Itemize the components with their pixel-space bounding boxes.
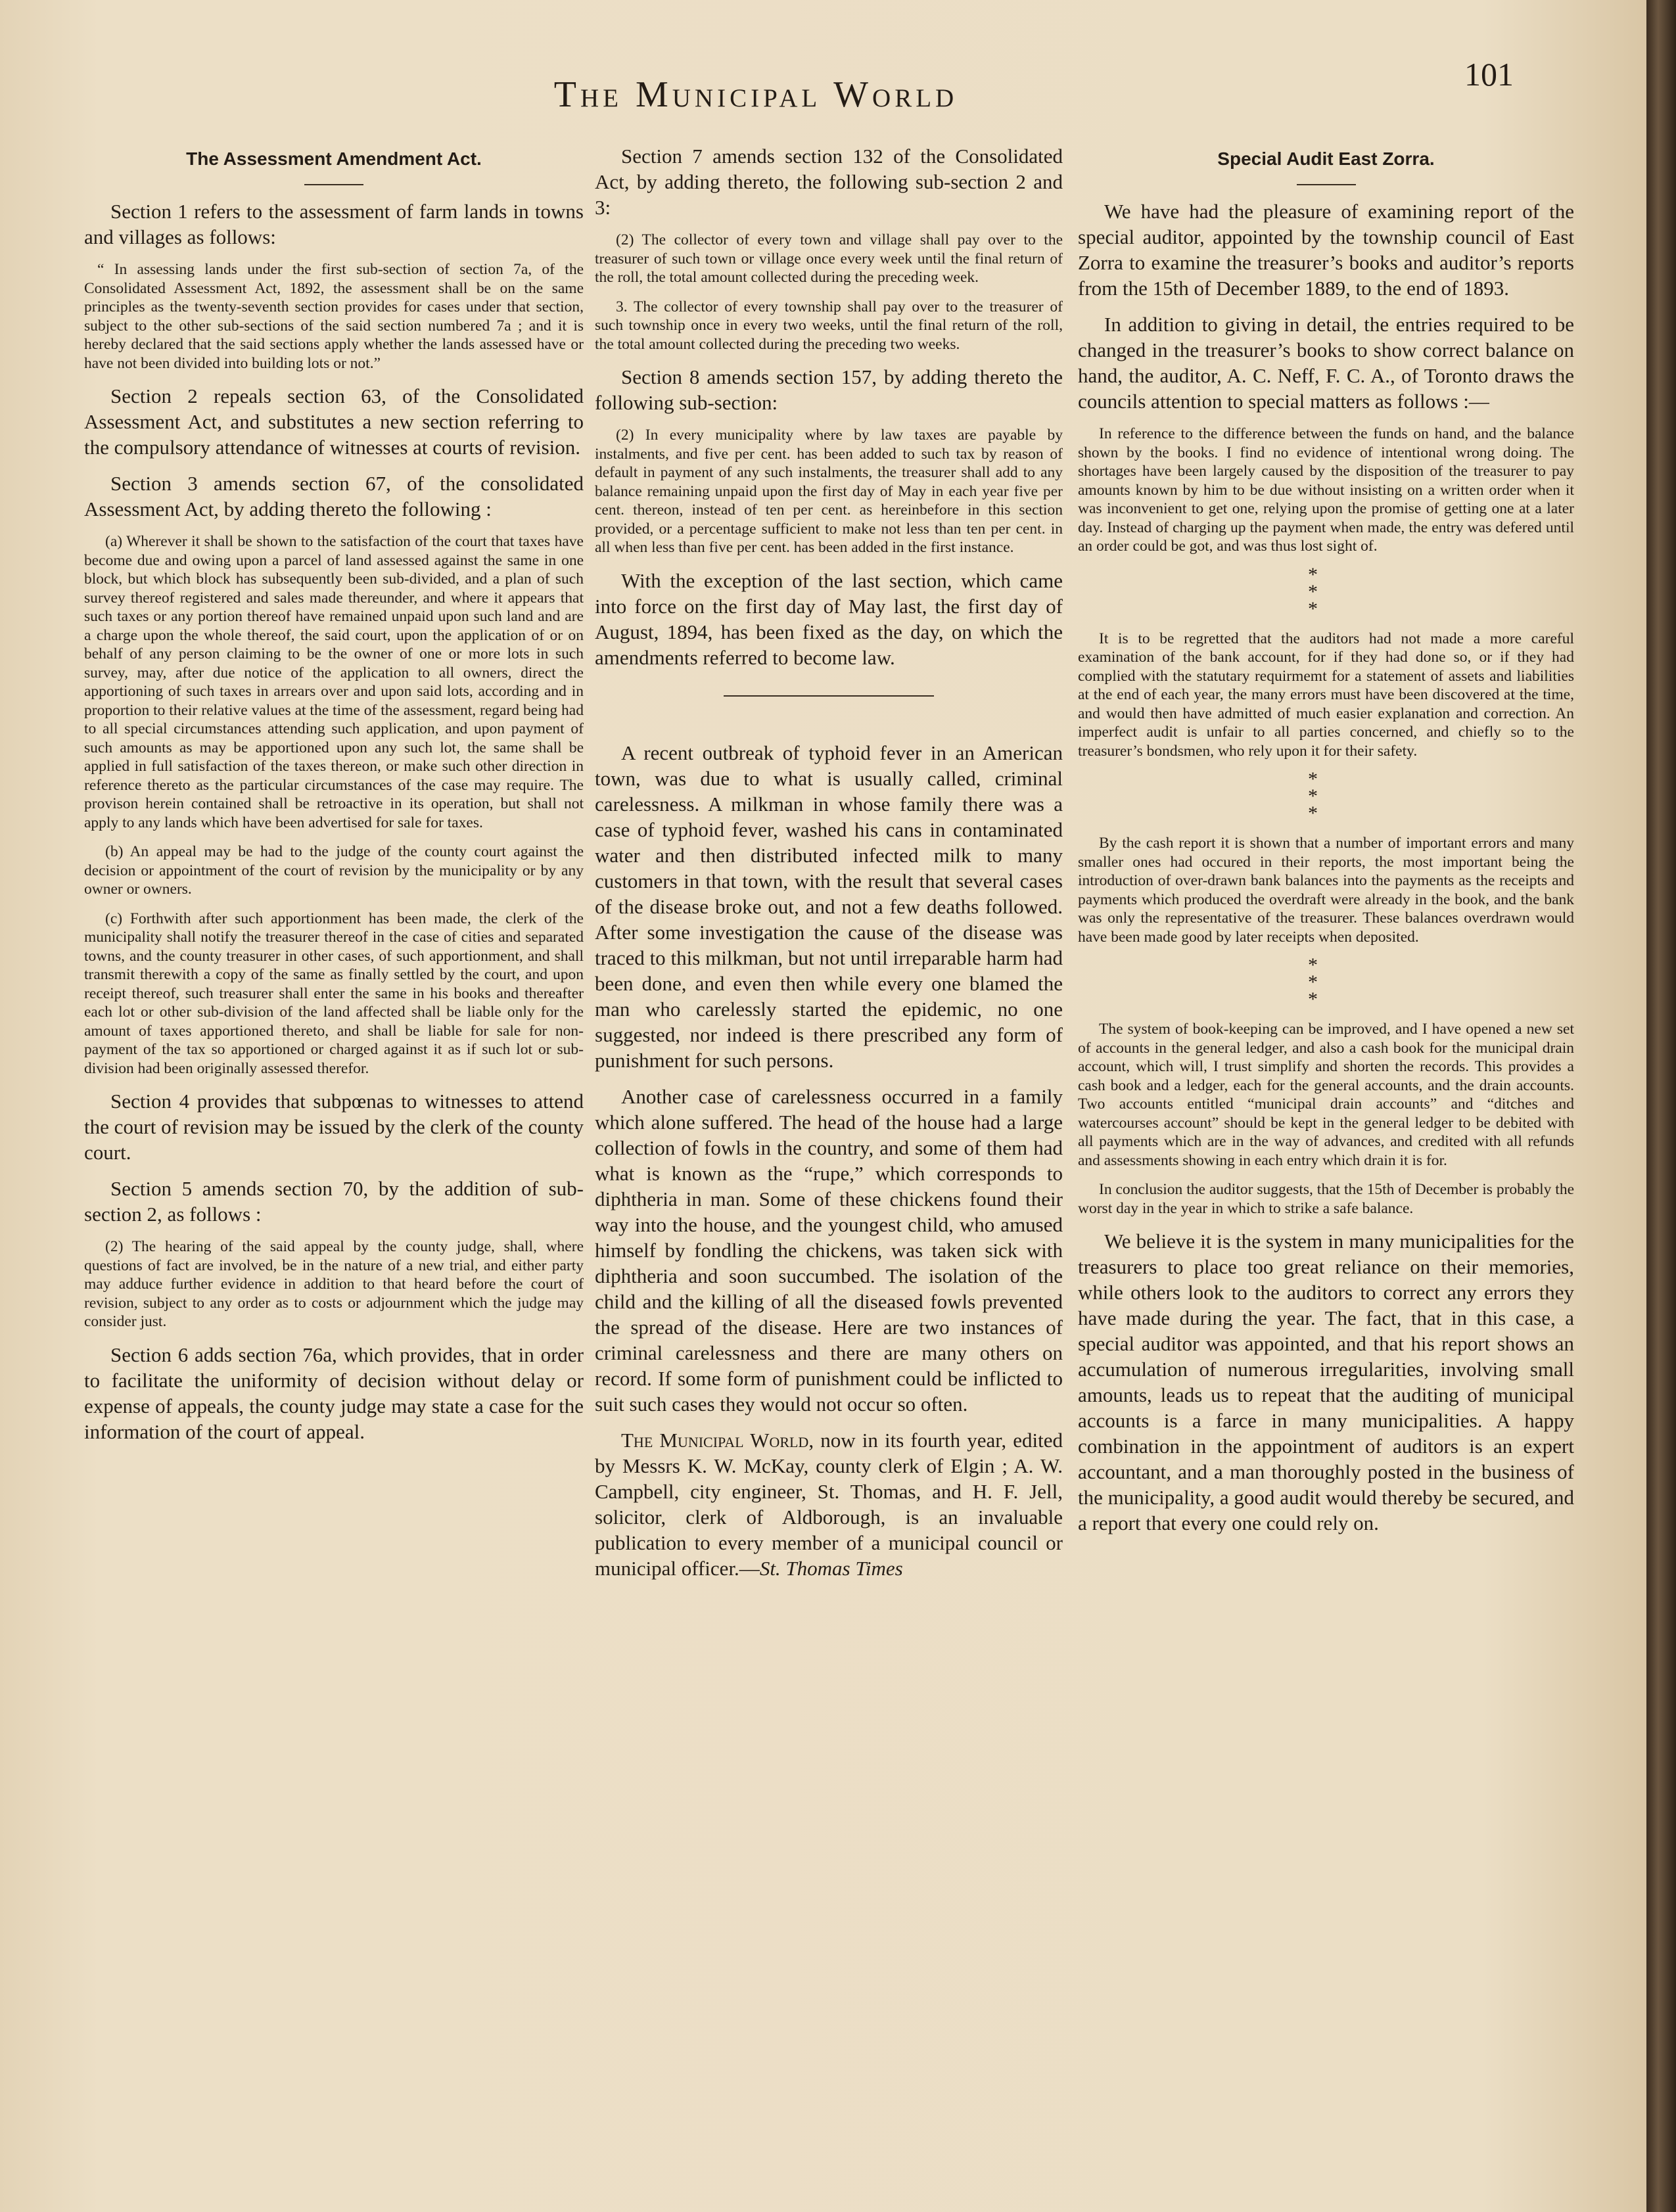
paragraph: Section 1 refers to the assessment of farm lands in towns and villages as follows: — [84, 200, 584, 248]
quoted-paragraph: “ In assessing lands under the first sub-section of section 7a, of the Consolidated Assessment Act, 1892, the assessment shall be on the same principles as the twenty-seventh section provides for cases under that section, subject to the other sub-sections of the said section numbered 7a ; and it is hereby declared that the said sections apply whether the lands assessed have or have not been divided into building lots or not.” — [84, 261, 584, 372]
publication-name: The Municipal World, — [621, 1428, 814, 1452]
asterism-divider: * * * — [1308, 954, 1344, 1010]
subsection-paragraph: (a) Wherever it shall be shown to the satisfaction of the court that taxes have become due and owing upon a parcel of land assessed against the same in one block, but which block has subsequently been sub-divided, and a plan of such survey thereof registered and sales made thereunder, and where it appears that such taxes or any portion thereof have remained unpaid upon such land and are a charge upon the whole thereof, the said court, upon the application of or on behalf of any person claiming to be the owner of one or more lots in such survey, may, after due notice of the application to all owners, direct the apportioning of such taxes in arrears over and upon said lots, according and in proportion to their relative values at the time of the assessment, regard being had to all special circumstances attending such application, and upon payment of such amounts as may be apportioned upon any such lot, the same shall be applied in full satisfaction of the taxes thereon, or make such other direction in reference thereto as the particular circumstances of the case may require. The provison herein contained shall be retroactive in its operation, but shall not apply to any lands which have been advertised for sale for taxes. — [84, 533, 584, 831]
paragraph-text: now in its fourth year, edited by Messrs K. W. McKay, county clerk of Elgin ; A. W. Campbell, city engineer, St. Thomas, and H. F. Jell, solicitor, clerk of Aldborough, is an invaluable publication to every member of a municipal council or municipal officer.— — [595, 1428, 1063, 1580]
subsection-paragraph: (2) In every municipality where by law taxes are payable by instalments, and five per cent. has been added to such tax by reason of default in payment of any such instalments, the treasurer shall add to any balance remaining unpaid upon the first day of May in each year five per cent. thereon, instead of ten per cent. as hereinbefore in this section provided, or a percentage sufficient to make not less than ten per cent. in all when less than five per cent. has been added in the first instance. — [595, 426, 1063, 556]
quoted-paragraph: It is to be regretted that the auditors had not made a more careful examination of the bank account, for if they had done so, or if they had complied with the statutary requirmemt for a statement of assets and liabilities at the end of each year, the many errors must have been discovered at the time, and would then have admitted of much easier explanation and correction. An imperfect audit is unfair to all parties concerned, and chiefly so to the treasurer’s bondsmen, who rely upon it for their safety. — [1078, 630, 1574, 760]
column-3 — [1078, 143, 1574, 1546]
column-2 — [595, 143, 1063, 1592]
paragraph: Section 4 provides that subpœnas to witnesses to attend the court of revision may be issued by the clerk of the county court. — [84, 1090, 584, 1164]
paragraph: Section 6 adds section 76a, which provides, that in order to facilitate the uniformity of decision without delay or expense of appeals, the county judge may state a case for the information of the court of appeal. — [84, 1343, 584, 1443]
divider — [724, 695, 934, 697]
book-spine — [1646, 0, 1676, 2212]
asterism-divider: * * * — [1308, 768, 1344, 824]
page-number: 101 — [1464, 56, 1514, 93]
article-heading-special-audit: Special Audit East Zorra. — [1217, 149, 1435, 169]
paragraph: We believe it is the system in many municipalities for the treasurers to place too great reliance on their memories, while others look to the auditors to correct any errors they have made during the year. The fact, that in this case, a special auditor was appointed, and that his report shows an accumulation of numerous irregularities, involving small amounts, leads us to repeat that the auditing of municipal accounts is a farce in many municipalities. A happy combination in the appointment of auditors is an expert accountant, and a man thoroughly posted in the business of the municipality, a good audit would thereby be secured, and a report that every one could rely on. — [1078, 1230, 1574, 1534]
paragraph: Section 3 amends section 67, of the consolidated Assessment Act, by adding thereto the following : — [84, 472, 584, 520]
paragraph: Another case of carelessness occurred in a family which alone suffered. The head of the house had a large collection of fowls in the country, and some of them had what is known as the “rupe,” which corresponds to diphtheria in man. Some of these chickens found their way into the house, and the youngest child, who amused himself by fondling the chickens, was taken sick with diphtheria and soon succumbed. The isolation of the child and the killing of all the diseased fowls prevented the spread of the disease. Here are two instances of criminal carelessness and there are many others on record. If some form of punishment could be inflicted to suit such cases they would not occur so often. — [595, 1084, 1063, 1416]
paragraph: In addition to giving in detail, the entries required to be changed in the treasurer’s books to show correct balance on hand, the auditor, A. C. Neff, F. C. A., of Toronto draws the councils attention to special matters as follows :— — [1078, 313, 1574, 413]
asterism-divider: * * * — [1308, 563, 1344, 620]
paragraph: Section 5 amends section 70, by the addition of sub-section 2, as follows : — [84, 1177, 584, 1226]
paragraph: Section 2 repeals section 63, of the Consolidated Assessment Act, and substitutes a new section referring to the compulsory attendance of witnesses at courts of revision. — [84, 384, 584, 459]
subsection-paragraph: (b) An appeal may be had to the judge of the county court against the decision or appointment of the court of revision by the municipality or by any owner or owners. — [84, 843, 584, 898]
paragraph: We have had the pleasure of examining report of the special auditor, appointed by the township council of East Zorra to examine the treasurer’s books and auditor’s reports from the 15th of December 1889, to the end of 1893. — [1078, 200, 1574, 300]
quoted-paragraph: In reference to the difference between the funds on hand, and the balance shown by the books. I find no evidence of intentional wrong doing. The shortages have been largely caused by the disposition of the treasurer to pay amounts known by him to be due without insisting on a written order when it was inconvenient to get one, relying upon the promise of getting one at a later day. Instead of charging up the payment when made, the entry was defered until an order could be got, and was thus lost sight of. — [1078, 425, 1574, 555]
subsection-paragraph: 3. The collector of every township shall pay over to the treasurer of such township once in every two weeks, until the final return of the roll, the total amount collected during the preceding two weeks. — [595, 298, 1063, 353]
quoted-paragraph: The system of book-keeping can be improved, and I have opened a new set of accounts in the general ledger, and also a cash book for the municipal drain account, which will, I trust simplify and shorten the records. This provides a cash book and a ledger, each for the general accounts, and the drain accounts. Two accounts entitled “municipal drain accounts” and “ditches and watercourses account” should be kept in the general ledger to be debited with all payments which are in the way of advances, and credited with all refunds and assessments showing in each entry which drain it is for. — [1078, 1021, 1574, 1169]
subsection-paragraph: (c) Forthwith after such apportionment has been made, the clerk of the municipality shall notify the treasurer thereof in the case of cities and separated towns, and the county treasurer in other cases, of such apportionment, and shall transmit therewith a copy of the same as finally settled by the court, and upon receipt thereof, such treasurer shall enter the same in his books and thereafter each lot or other sub-division of the land affected shall be liable only for the amount of taxes apportioned thereto, and shall be liable for sale for non-payment of the tax so apportioned or charged against it as if such lot or sub-division had been originally assessed therefor. — [84, 910, 584, 1077]
paragraph: A recent outbreak of typhoid fever in an American town, was due to what is usually called, criminal carelessness. A milkman in whose family there was a case of typhoid fever, washed his cans in contaminated water and then distributed infected milk to many customers in that town, with the result that several cases of the disease broke out, and not a few deaths followed. After some investigation the cause of the disease was traced to this milkman, but not until irreparable harm had been done, and even then while every one blamed the man who carelessly started the epidemic, no one suggested, nor indeed is there prescribed any form of punishment for such persons. — [595, 741, 1063, 1072]
paragraph: Section 7 amends section 132 of the Consolidated Act, by adding thereto, the following sub-section 2 and 3: — [595, 145, 1063, 219]
quoted-paragraph: In conclusion the auditor suggests, that the 15th of December is probably the worst day in the year in which to strike a safe balance. — [1078, 1181, 1574, 1217]
masthead: The Municipal World — [553, 74, 958, 115]
article-heading-assessment: The Assessment Amendment Act. — [186, 149, 482, 169]
quoted-paragraph: By the cash report it is shown that a number of important errors and many smaller ones had occured in their reports, the most important being the introduction of over-drawn bank balances into the payments as the receipts and payments which produced the overdraft were already in the book, and the bank was only the representative of the treasurer. These balances overdrawn would have been made good by later receipts when deposited. — [1078, 835, 1574, 946]
paragraph — [595, 1427, 1063, 1581]
divider — [1297, 184, 1356, 185]
source-citation: St. Thomas Times — [759, 1556, 903, 1580]
paragraph: With the exception of the last section, which came into force on the first day of May last, the first day of August, 1894, has been fixed as the day, on which the amendments referred to become law. — [595, 568, 1063, 669]
subsection-paragraph: (2) The hearing of the said appeal by the county judge, shall, where questions of fact are involved, be in the nature of a new trial, and either party may adduce further evidence in addition to that heard before the court of revision, subject to any order as to costs or adjournment which the judge may consider just. — [84, 1238, 584, 1330]
column-1 — [84, 143, 584, 1455]
paragraph: Section 8 amends section 157, by adding thereto the following sub-section: — [595, 365, 1063, 414]
subsection-paragraph: (2) The collector of every town and village shall pay over to the treasurer of such town or village once every week until the final return of the roll, the total amount collected during the preceding week. — [595, 231, 1063, 286]
divider — [304, 184, 363, 185]
